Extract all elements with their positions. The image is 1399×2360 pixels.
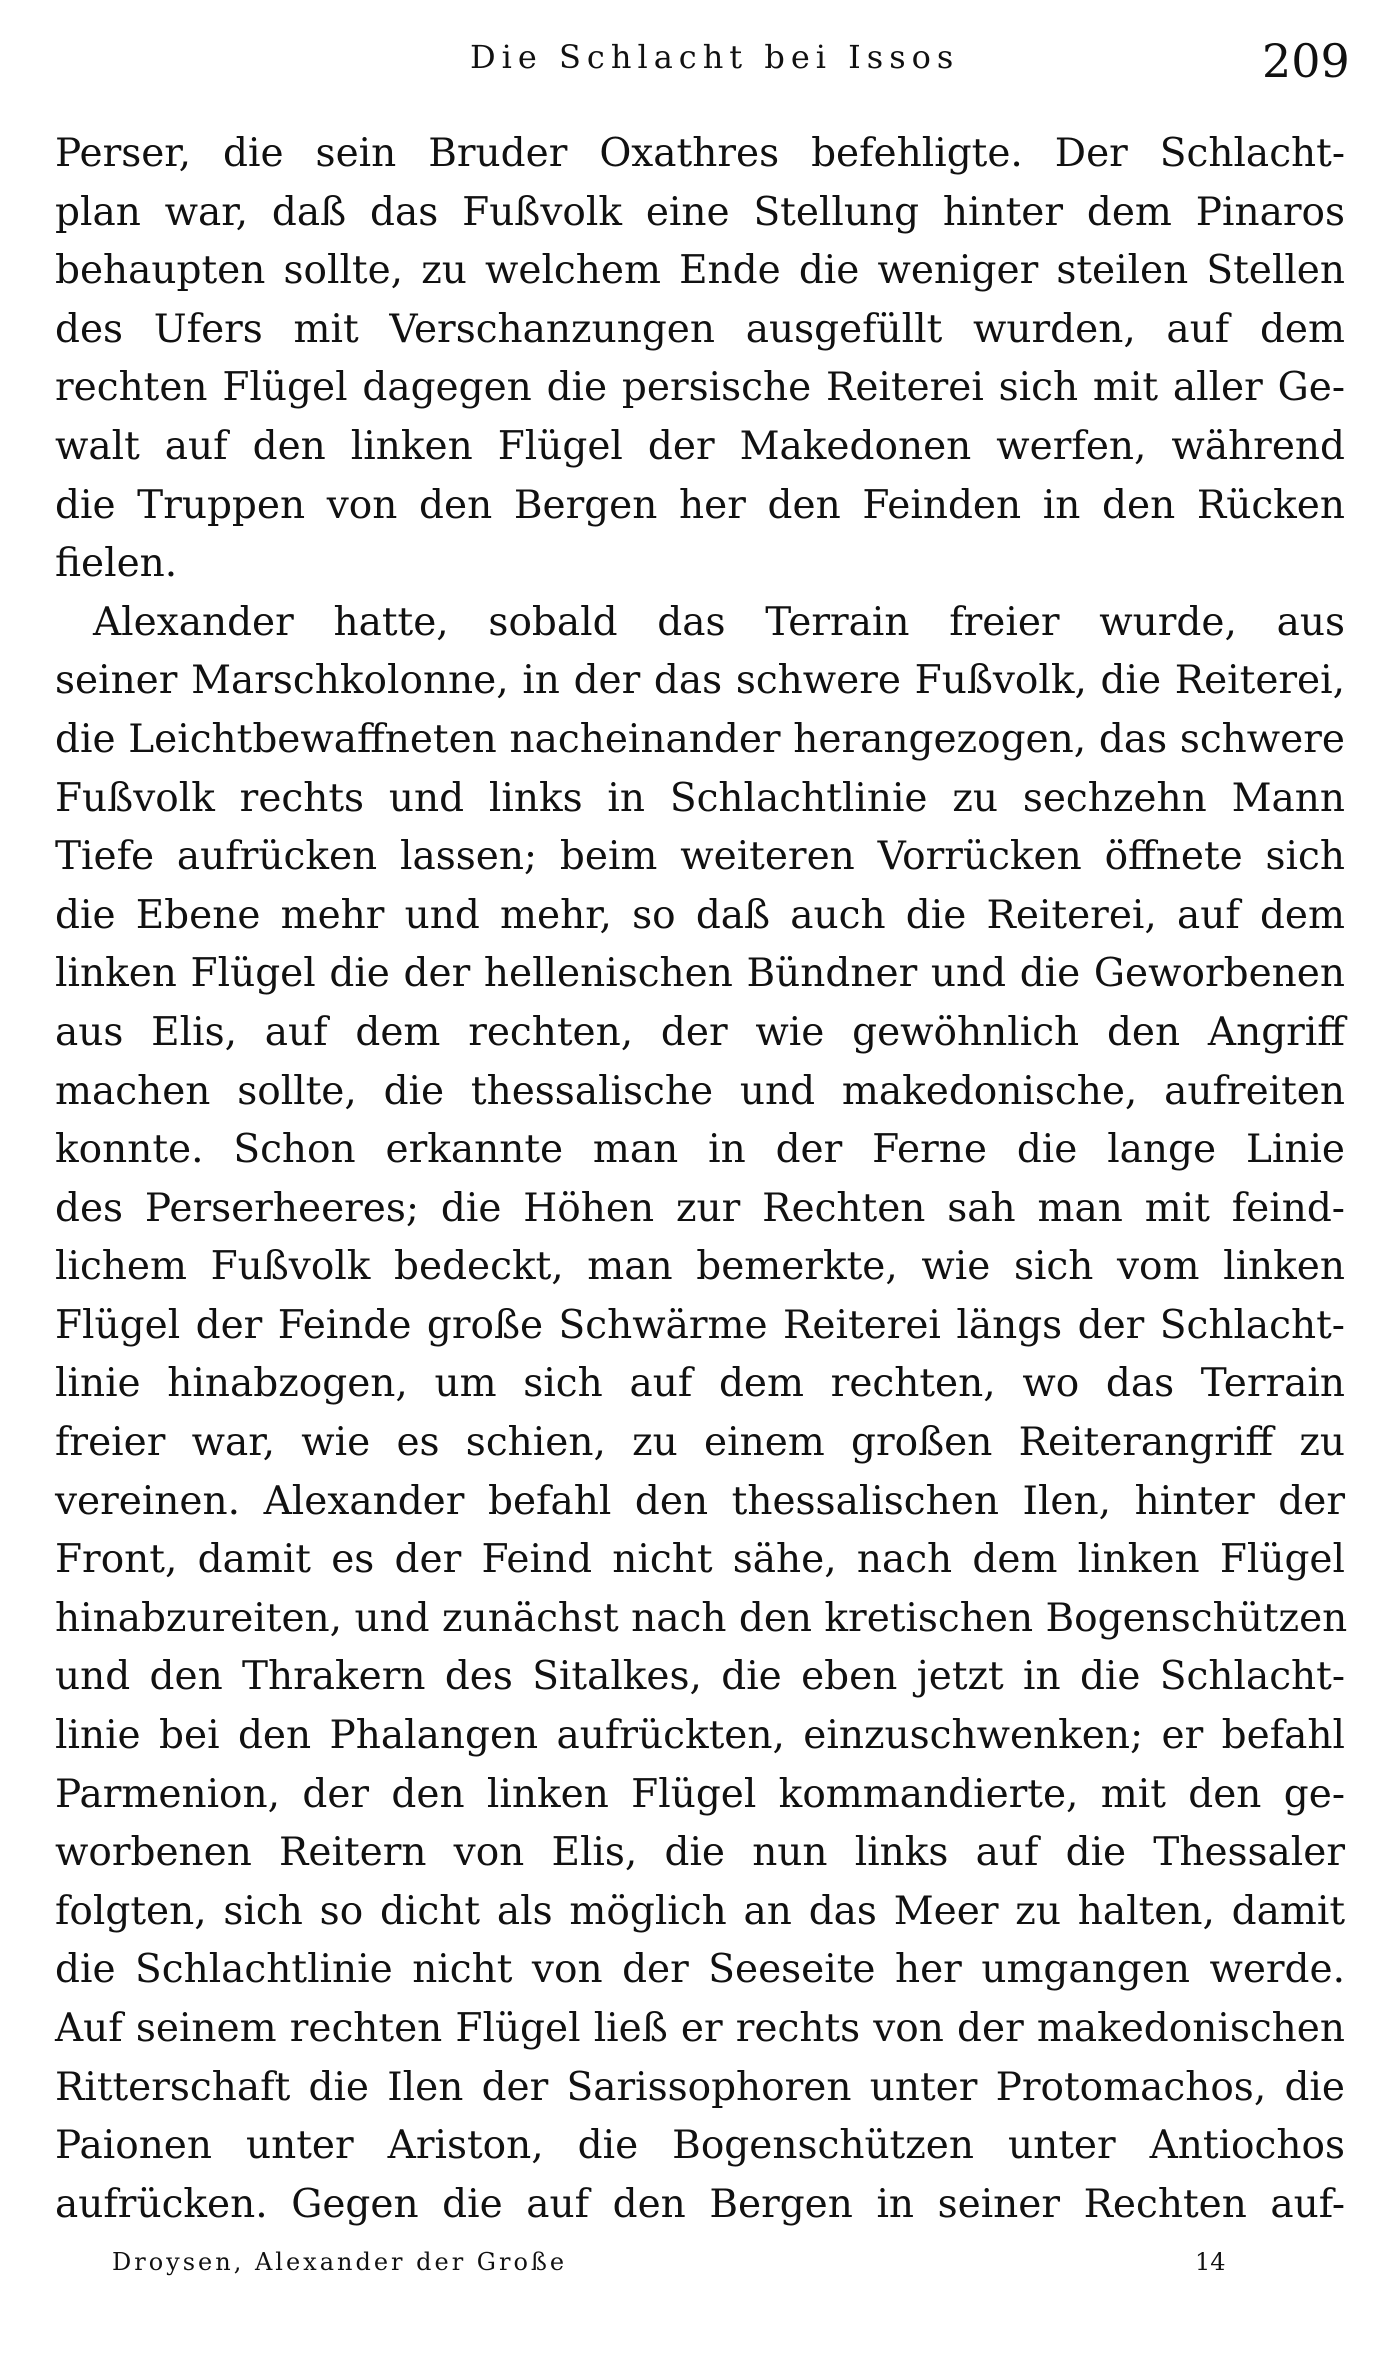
text-line: Parmenion, der den linken Flügel kommandierte, mit den ge- (55, 1771, 1345, 1817)
text-line: Ritterschaft die Ilen der Sarissophoren unter Protomachos, die (55, 2064, 1345, 2110)
text-line: fielen. (55, 541, 178, 587)
sheet-number: 14 (1195, 2248, 1226, 2276)
text-line: Paionen unter Ariston, die Bogenschützen unter Antiochos (55, 2123, 1345, 2169)
text-line: Fußvolk rechts und links in Schlachtlinie zu sechzehn Mann (55, 775, 1345, 821)
text-line: und den Thrakern des Sitalkes, die eben jetzt in die Schlacht- (55, 1654, 1345, 1700)
text-line: machen sollte, die thessalische und makedonische, aufreiten (55, 1068, 1345, 1114)
page-footer (0, 2248, 1399, 2288)
text-line: linie hinabzogen, um sich auf dem rechten, wo das Terrain (55, 1361, 1345, 1407)
page-header (0, 34, 1399, 98)
text-line: Front, damit es der Feind nicht sähe, nach dem linken Flügel (55, 1537, 1345, 1583)
text-line: vereinen. Alexander befahl den thessalischen Ilen, hinter der (55, 1478, 1345, 1524)
running-title: Die Schlacht bei Issos (470, 38, 960, 76)
text-line: folgten, sich so dicht als möglich an das Meer zu halten, damit (55, 1888, 1345, 1934)
text-line: lichem Fußvolk bedeckt, man bemerkte, wie sich vom linken (55, 1244, 1345, 1290)
text-line: rechten Flügel dagegen die persische Reiterei sich mit aller Ge- (55, 365, 1345, 411)
text-line: Auf seinem rechten Flügel ließ er rechts von der makedonischen (55, 2006, 1345, 2051)
text-line: des Perserheeres; die Höhen zur Rechten sah man mit feind- (55, 1185, 1345, 1231)
text-line: Tiefe aufrücken lassen; beim weiteren Vorrücken öffnete sich (55, 834, 1345, 880)
text-line: die Leichtbewaffneten nacheinander herangezogen, das schwere (55, 716, 1345, 762)
printer-signature: Droysen, Alexander der Große (112, 2248, 568, 2276)
text-line: die Truppen von den Bergen her den Feinden in den Rücken (55, 482, 1345, 528)
body-text (55, 125, 1348, 2234)
text-line: freier war, wie es schien, zu einem großen Reiterangriff zu (55, 1420, 1345, 1466)
text-line: die Ebene mehr und mehr, so daß auch die Reiterei, auf dem (55, 892, 1345, 938)
text-line: konnte. Schon erkannte man in der Ferne die lange Linie (55, 1127, 1345, 1173)
text-line: des Ufers mit Verschanzungen ausgefüllt wurden, auf dem (55, 306, 1345, 352)
paragraph-first-line: Alexander hatte, sobald das Terrain freier wurde, aus (93, 599, 1345, 645)
text-line: worbenen Reitern von Elis, die nun links auf die Thessaler (55, 1830, 1345, 1876)
text-line: plan war, daß das Fußvolk eine Stellung hinter dem Pinaros (55, 189, 1345, 235)
text-line: hinabzureiten, und zunächst nach den kretischen Bogenschützen (55, 1595, 1348, 1641)
text-line: walt auf den linken Flügel der Makedonen werfen, während (55, 423, 1345, 469)
text-line: aufrücken. Gegen die auf den Bergen in seiner Rechten auf- (55, 2181, 1345, 2227)
text-line: aus Elis, auf dem rechten, der wie gewöhnlich den Angriff (55, 1009, 1345, 1055)
text-line: behaupten sollte, zu welchem Ende die weniger steilen Stellen (55, 248, 1345, 294)
text-line: Perser, die sein Bruder Oxathres befehligte. Der Schlacht- (55, 131, 1345, 176)
text-line: die Schlachtlinie nicht von der Seeseite her umgangen werde. (55, 1947, 1345, 1993)
text-line: linie bei den Phalangen aufrückten, einzuschwenken; er befahl (55, 1713, 1345, 1759)
text-line: seiner Marschkolonne, in der das schwere Fußvolk, die Reiterei, (55, 658, 1345, 704)
text-line: Flügel der Feinde große Schwärme Reiterei längs der Schlacht- (55, 1302, 1345, 1348)
page-number: 209 (1262, 34, 1350, 88)
text-line: linken Flügel die der hellenischen Bündner und die Geworbenen (55, 951, 1345, 997)
